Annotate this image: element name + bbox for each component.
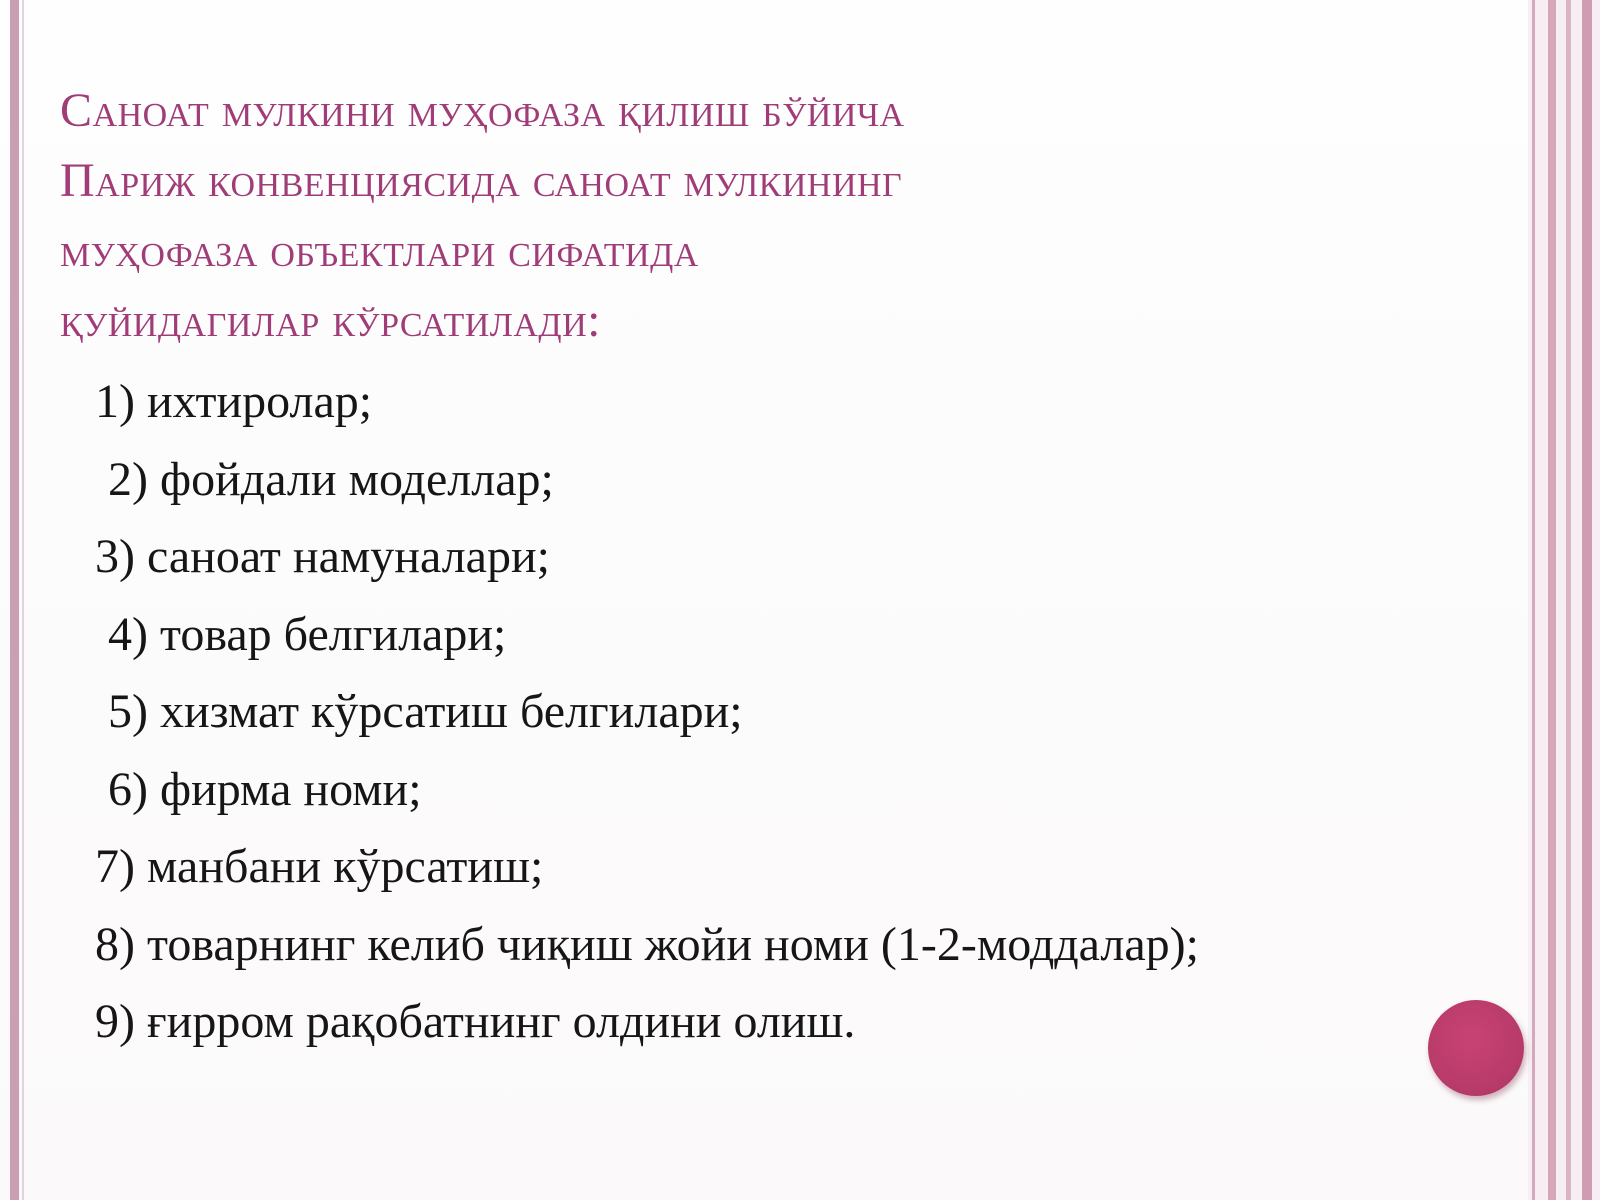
list-item: 2) фойдали моделлар; [108, 452, 554, 506]
list-item: 3) саноат намуналари; [95, 530, 550, 583]
title-line: Париж конвенциясида саноат мулкининг [60, 154, 903, 207]
list-item: 8) товарнинг келиб чиқиш жойи номи (1-2-моддалар); [95, 917, 1199, 971]
title-line: қуйидагилар кўрсатилади: [60, 294, 601, 347]
list-item: 1) ихтиролар; [95, 375, 373, 428]
list-item: 6) фирма номи; [108, 762, 422, 816]
list-item: 9) ғирром рақобатнинг олдини олиш. [95, 995, 856, 1048]
decorative-circle [1428, 1000, 1524, 1096]
list-item: 4) товар белгилари; [108, 607, 507, 661]
title-line: Саноат мулкини муҳофаза қилиш бўйича [60, 84, 905, 137]
right-border-line [1582, 0, 1592, 1200]
left-border-line [22, 0, 24, 1200]
list-item: 7) манбани кўрсатиш; [95, 840, 544, 893]
right-border-line [1548, 0, 1556, 1200]
slide-title [60, 76, 1440, 356]
left-border-bar [10, 0, 19, 1200]
objects-list [95, 372, 1199, 1070]
title-line: муҳофаза объектлари сифатида [60, 224, 699, 277]
list-item: 5) хизмат кўрсатиш белгилари; [108, 685, 743, 738]
right-border-line [1566, 0, 1571, 1200]
right-border-line [1532, 0, 1535, 1200]
